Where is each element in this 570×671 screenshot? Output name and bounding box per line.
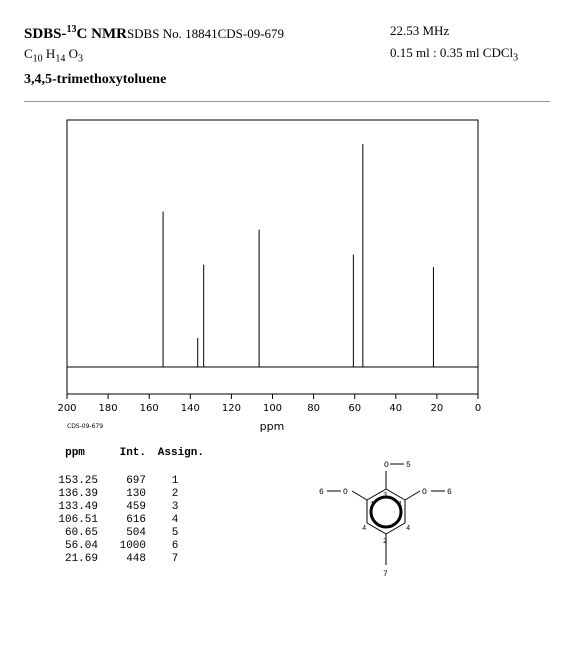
formula-h-count: 14	[55, 53, 66, 65]
x-axis	[57, 394, 481, 414]
molecular-structure	[300, 455, 480, 585]
peak-table	[52, 447, 204, 566]
spectrum-code-label: CDS-09-679	[67, 423, 104, 430]
sample-text: 0.15 ml : 0.35 ml CDCl	[390, 45, 514, 60]
label-top-methyl: 5	[406, 461, 411, 470]
x-tick-label: 180	[98, 403, 118, 414]
cell-assign: 3	[171, 501, 179, 513]
cell-ppm: 21.69	[64, 553, 98, 565]
x-tick-label: 0	[474, 403, 482, 414]
formula-c-count: 10	[32, 53, 43, 65]
cell-assign: 5	[171, 527, 179, 539]
frequency: 22.53 MHz	[390, 23, 450, 38]
cell-int: 697	[126, 475, 146, 487]
ring-atom-4-left: 4	[362, 525, 367, 533]
sdbs-nucleus: C NMR	[76, 26, 127, 42]
cds-id: CDS-09-679	[217, 26, 285, 41]
x-tick-label: 80	[307, 403, 320, 414]
cell-assign: 2	[171, 488, 179, 500]
label-left-o: O	[343, 488, 348, 497]
x-tick-label: 140	[180, 403, 200, 414]
cell-ppm: 133.49	[58, 501, 98, 513]
compound-name: 3,4,5-trimethoxytoluene	[24, 71, 167, 87]
table-row	[52, 475, 204, 488]
cell-assign: 1	[171, 475, 179, 487]
x-tick-label: 200	[57, 403, 77, 414]
label-left-methyl: 6	[319, 488, 324, 497]
cell-int: 504	[126, 527, 146, 539]
cell-int: 448	[126, 553, 146, 565]
cell-assign: 7	[171, 553, 179, 565]
formula-c: C	[24, 46, 33, 61]
formula-o: O	[68, 46, 78, 61]
x-tick-label: 120	[221, 403, 241, 414]
ring-atom-1-left: 1	[370, 501, 375, 509]
label-right-o: O	[422, 488, 427, 497]
aromatic-circle	[371, 497, 401, 527]
label-top-o: O	[384, 461, 389, 470]
cell-ppm: 153.25	[58, 475, 98, 487]
peak-table-header	[52, 447, 204, 475]
x-tick-label: 20	[430, 403, 444, 414]
sdbs-prefix: SDBS-	[24, 26, 67, 42]
formula-o-count: 3	[77, 53, 83, 65]
col-int: Int.	[119, 447, 146, 459]
ring-atom-3: 3	[383, 492, 388, 500]
plot-frame	[67, 120, 478, 394]
ring-atom-4-right: 4	[406, 525, 411, 533]
table-row	[52, 488, 204, 501]
bond-right-o	[405, 491, 420, 500]
table-row	[52, 514, 204, 527]
x-tick-label: 40	[389, 403, 403, 414]
col-assign: Assign.	[157, 447, 204, 459]
table-row	[52, 501, 204, 514]
formula-h: H	[45, 46, 56, 61]
ring-atom-2: 2	[383, 538, 388, 546]
cell-assign: 6	[171, 540, 179, 552]
sdbs-number: SDBS No. 18841	[126, 26, 218, 41]
peak-group	[163, 144, 433, 367]
peak-table-body	[52, 475, 204, 566]
x-tick-label: 160	[139, 403, 159, 414]
cell-assign: 4	[171, 514, 179, 526]
ring-atom-1-right: 1	[398, 501, 403, 509]
sdbs-isotope: 13	[66, 24, 77, 35]
col-ppm: ppm	[65, 447, 85, 459]
cell-ppm: 56.04	[64, 540, 98, 552]
table-row	[52, 527, 204, 540]
table-row	[52, 540, 204, 553]
x-tick-label: 100	[262, 403, 283, 414]
x-axis-label: ppm	[259, 420, 285, 433]
label-bottom-methyl: 7	[383, 570, 388, 579]
cell-ppm: 136.39	[58, 488, 98, 500]
x-tick-label: 60	[348, 403, 362, 414]
label-right-methyl: 6	[447, 488, 452, 497]
cell-int: 459	[126, 501, 146, 513]
cell-int: 1000	[119, 540, 146, 552]
cell-ppm: 106.51	[58, 514, 98, 526]
cell-ppm: 60.65	[64, 527, 98, 539]
table-row	[52, 553, 204, 566]
cell-int: 130	[126, 488, 146, 500]
bond-left-o	[352, 491, 367, 500]
sample-subscript: 3	[513, 52, 519, 64]
cell-int: 616	[126, 514, 146, 526]
